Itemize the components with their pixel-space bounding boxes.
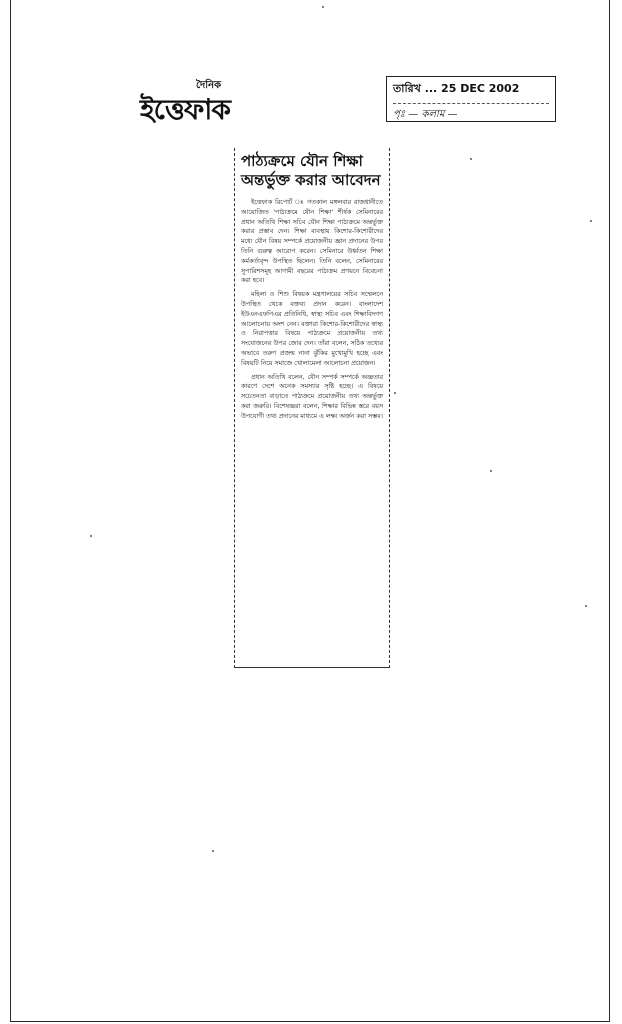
date-stamp — [386, 76, 556, 122]
newspaper-masthead — [140, 78, 280, 128]
stamp-page-column: পৃঃ — কলাম — — [393, 103, 549, 124]
scan-speck — [590, 220, 592, 222]
article-paragraph: ইত্তেফাক রিপোর্ট ঃ গতকাল মঙ্গলবার রাজধানীতে আয়োজিত 'পাঠ্যক্রমে যৌন শিক্ষা' শীর্ষক সেমিনারের প্রধান অতিথি শিক্ষা সচিব যৌন শিক্ষা পাঠ্যক্রমে অন্তর্ভুক্ত করার প্রস্তাব দেন। শিক্ষা ব্যবস্থায় কিশোর-কিশোরীদের মধ্যে যৌন বিষয় সম্পর্কে প্রয়োজনীয় জ্ঞান প্রদানের উপর তিনি গুরুত্ব আরোপ করেন। সেমিনারে উর্ধ্বতন শিক্ষা কর্মকর্তাবৃন্দ উপস্থিত ছিলেন। তিনি বলেন, সেমিনারের সুপারিশসমূহ আগামী বছরের পাঠ্যক্রম প্রণয়নে বিবেচনা করা হবে। — [241, 199, 383, 285]
scan-speck — [212, 850, 214, 852]
scan-speck — [470, 158, 472, 160]
article-body — [241, 198, 383, 422]
stamp-date: তারিখ ... 25 DEC 2002 — [393, 82, 520, 95]
masthead-logo: ইত্তেফাক — [140, 93, 231, 126]
scan-speck — [90, 535, 92, 537]
scan-speck — [585, 605, 587, 607]
masthead-subtitle: দৈনিক — [196, 80, 222, 91]
article-paragraph: প্রধান অতিথি বলেন, যৌন সম্পর্ক সম্পর্কে অজ্ঞতার কারণে দেশে অনেক সমস্যার সৃষ্টি হচ্ছে। এ বিষয়ে সচেতনতা বাড়াতে পাঠ্যক্রমে প্রয়োজনীয় তথ্য অন্তর্ভুক্ত করা জরুরি। বিশেষজ্ঞরা বলেন, শিক্ষার বিভিন্ন স্তরে বয়স উপযোগী তথ্য প্রদানের মাধ্যমে এ লক্ষ্য অর্জন করা সম্ভব। — [241, 373, 383, 420]
news-clipping — [234, 148, 390, 668]
article-paragraph: মহিলা ও শিশু বিষয়ক মন্ত্রণালয়ের সচিব সম্মেলনে উপস্থিত থেকে বক্তব্য প্রদান করেন। বাংলাদেশ ইউএনএফপিএর প্রতিনিধি, স্বাস্থ্য সচিব এবং শিক্ষাবিদগণ আলোচনায় অংশ নেন। বক্তারা কিশোর-কিশোরীদের স্বাস্থ্য ও নিরাপত্তার বিষয়ে পাঠ্যক্রমে প্রয়োজনীয় তথ্য সংযোজনের উপর জোর দেন। তাঁরা বলেন, সঠিক তথ্যের অভাবে তরুণ প্রজন্ম নানা ঝুঁকির মুখোমুখি হচ্ছে এবং বিষয়টি নিয়ে সমাজে খোলামেলা আলোচনা প্রয়োজন। — [241, 291, 383, 367]
scan-speck — [322, 6, 324, 8]
scan-speck — [394, 392, 396, 394]
article-title: পাঠ্যক্রমে যৌন শিক্ষা অন্তর্ভুক্ত করার আবেদন — [241, 152, 381, 189]
scan-speck — [490, 470, 492, 472]
